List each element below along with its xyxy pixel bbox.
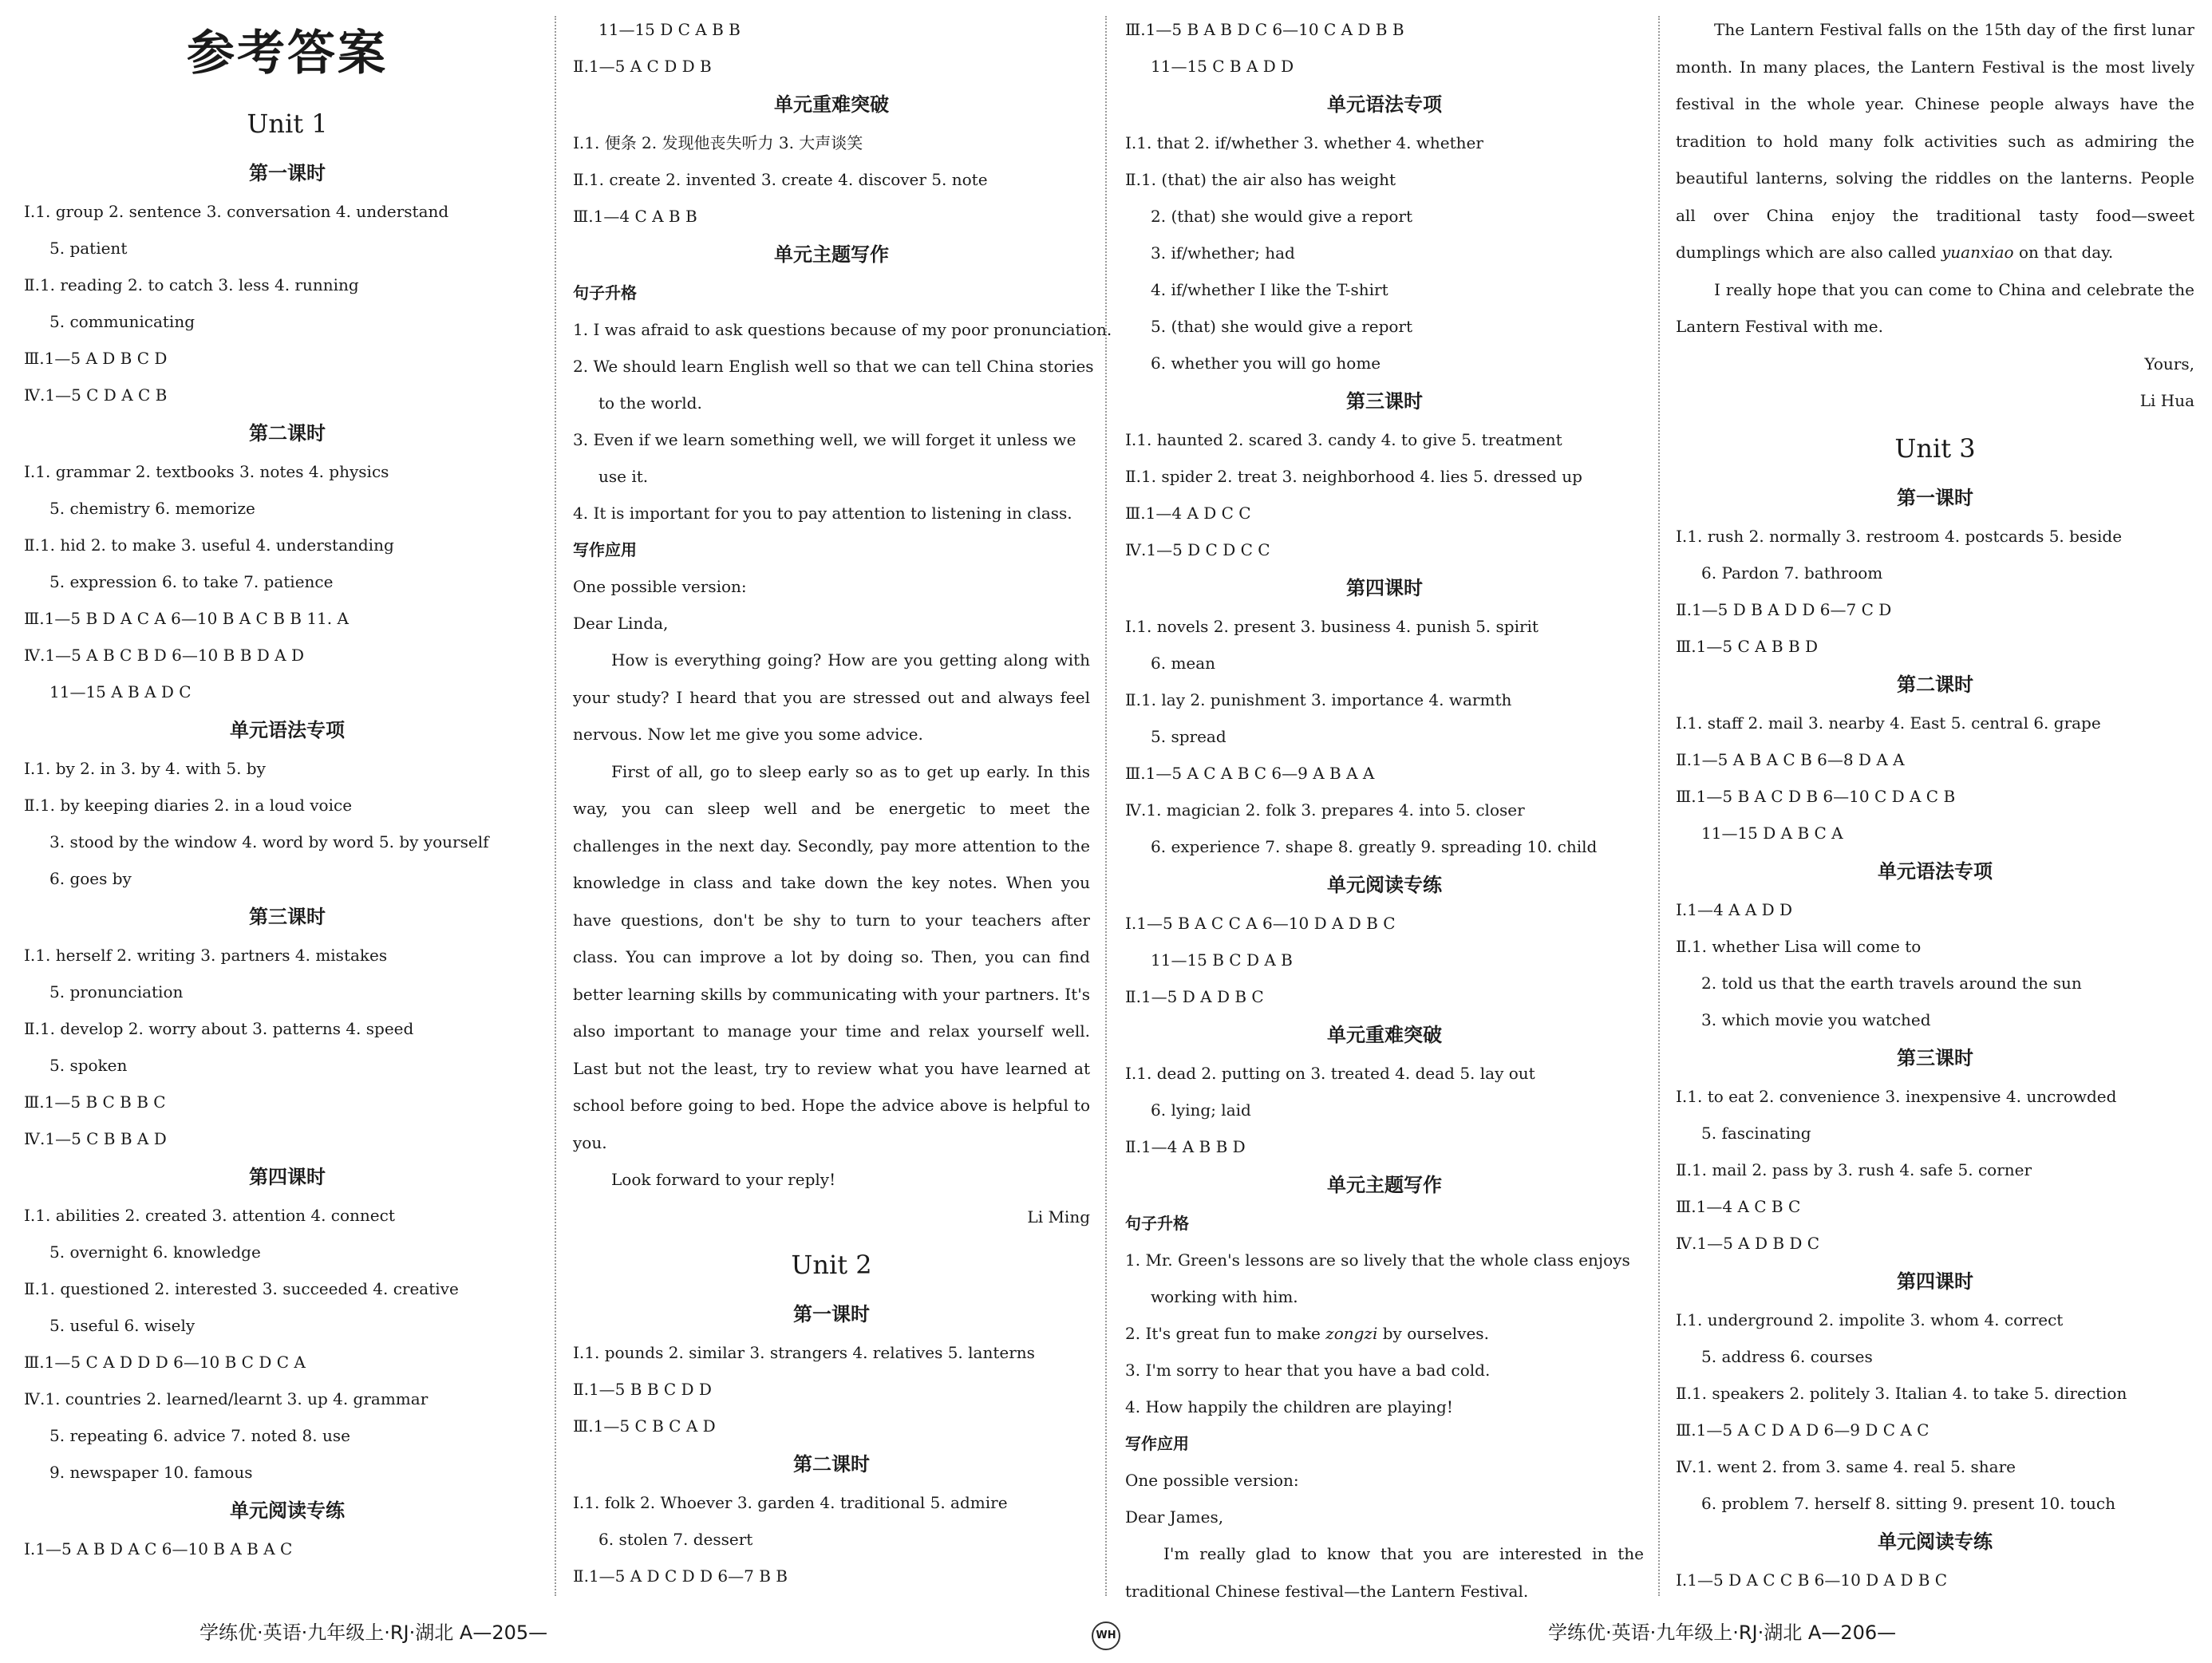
answer-line: Ⅳ.1—5 D C D C C	[1125, 540, 1270, 559]
answer-line: 5. chemistry 6. memorize	[49, 499, 255, 518]
footer-left: 学练优·英语·九年级上·RJ·湖北 A—205—	[199, 1622, 548, 1644]
answer-line: Ⅰ.1. to eat 2. convenience 3. inexpensive 4. uncrowded	[1676, 1086, 2117, 1106]
answer-line: Ⅲ.1—5 B A C D B 6—10 C D A C B	[1676, 786, 1956, 806]
section-title: 第二课时	[1897, 673, 1973, 696]
publisher-logo-icon: WH	[1092, 1622, 1120, 1650]
unit-2-title: Unit 2	[791, 1249, 872, 1280]
section-title: 单元重难突破	[774, 93, 889, 116]
answer-line: 6. lying; laid	[1151, 1100, 1251, 1120]
letter-intro: One possible version:	[1125, 1471, 1299, 1490]
answer-line: Ⅰ.1—5 A B D A C 6—10 B A B A C	[24, 1539, 293, 1558]
section-title: 第一课时	[249, 162, 326, 184]
answer-line: Ⅱ.1. hid 2. to make 3. useful 4. understanding	[24, 535, 394, 555]
answer-line: Ⅰ.1. 便条 2. 发现他丧失听力 3. 大声谈笑	[573, 133, 863, 152]
answer-line: Ⅰ.1. folk 2. Whoever 3. garden 4. traditional 5. admire	[573, 1492, 1008, 1512]
section-title: 单元阅读专练	[1327, 874, 1442, 896]
footer-right: 学练优·英语·九年级上·RJ·湖北 A—206—	[1548, 1622, 1897, 1644]
answer-line: Ⅳ.1—5 C B B A D	[24, 1129, 167, 1148]
answer-line: Ⅳ.1—5 A B C B D 6—10 B B D A D	[24, 646, 304, 665]
answer-line: Ⅰ.1. grammar 2. textbooks 3. notes 4. physics	[24, 462, 389, 481]
answer-line: Ⅳ.1. countries 2. learned/learnt 3. up 4. grammar	[24, 1389, 429, 1408]
answer-line: Ⅱ.1. speakers 2. politely 3. Italian 4. to take 5. direction	[1676, 1383, 2127, 1403]
answer-line: Ⅱ.1. lay 2. punishment 3. importance 4. warmth	[1125, 690, 1512, 709]
answer-line: Ⅲ.1—5 C A B B D	[1676, 636, 1819, 656]
answer-line: Ⅱ.1—5 A B A C B 6—8 D A A	[1676, 749, 1905, 769]
answer-line: 5. patient	[49, 239, 128, 258]
section-title: 单元重难突破	[1327, 1024, 1442, 1046]
answer-line: Ⅲ.1—4 A C B C	[1676, 1196, 1801, 1216]
answer-line: Ⅲ.1—5 A D B C D	[24, 349, 168, 368]
letter-signature: Li Ming	[1027, 1207, 1090, 1227]
answer-line: 11—15 A B A D C	[49, 682, 192, 701]
answer-line: 11—15 B C D A B	[1151, 950, 1293, 970]
answer-line: Ⅱ.1. spider 2. treat 3. neighborhood 4. lies 5. dressed up	[1125, 467, 1582, 486]
section-title: 第四课时	[1346, 577, 1423, 599]
letter-paragraph: How is everything going? How are you getting along with your study? I heard that you are stressed out and always feel nervous. Now let me give you some advice.	[573, 650, 1090, 744]
answer-line: Ⅰ.1. by 2. in 3. by 4. with 5. by	[24, 759, 266, 778]
answer-line: Ⅲ.1—5 C A D D D 6—10 B C D C A	[24, 1353, 306, 1372]
answer-line: Ⅱ.1—5 D A D B C	[1125, 987, 1264, 1006]
answer-line: Ⅰ.1—5 D A C C B 6—10 D A D B C	[1676, 1570, 1948, 1590]
section-title: 第四课时	[249, 1166, 326, 1188]
answer-line: 3. stood by the window 4. word by word 5. by yourself	[49, 832, 489, 851]
answer-line: Ⅲ.1—5 B D A C A 6—10 B A C B B 11. A	[24, 609, 349, 628]
unit-3-title: Unit 3	[1894, 433, 1976, 464]
answer-line: Ⅲ.1—5 C B C A D	[573, 1416, 716, 1436]
subsection-title: 句子升格	[573, 283, 637, 302]
answer-line: 6. problem 7. herself 8. sitting 9. present 10. touch	[1701, 1493, 2116, 1513]
subsection-title: 句子升格	[1125, 1214, 1189, 1233]
answer-line: 5. (that) she would give a report	[1151, 317, 1413, 336]
answer-line: Ⅰ.1. haunted 2. scared 3. candy 4. to give 5. treatment	[1125, 430, 1562, 449]
answer-line: Ⅳ.1. magician 2. folk 3. prepares 4. into 5. closer	[1125, 800, 1525, 820]
letter-paragraph: The Lantern Festival falls on the 15th day of the first lunar month. In many places, the Lantern Festival is the most lively festival in the whole year. Chinese people always have the tradition to hold many folk activities such as admiring the beautiful lanterns, solving the riddles on the lanterns. People all over China enjoy the traditional tasty food—sweet dumplings which are also called yuanxiao on that day.	[1676, 20, 2194, 262]
answer-line: Ⅱ.1. reading 2. to catch 3. less 4. running	[24, 275, 359, 294]
section-title: 第四课时	[1897, 1270, 1973, 1293]
unit-1-title: Unit 1	[247, 109, 328, 139]
answer-line: Ⅱ.1—5 B B C D D	[573, 1379, 712, 1399]
answer-line: 5. expression 6. to take 7. patience	[49, 572, 334, 591]
sentence-line: 1. I was afraid to ask questions because of my poor pronunciation.	[573, 320, 1112, 339]
answer-line: Ⅰ.1. underground 2. impolite 3. whom 4. correct	[1676, 1309, 2064, 1329]
letter-greeting: Dear James,	[1125, 1507, 1224, 1527]
section-title: 第二课时	[793, 1452, 870, 1475]
column-divider	[1105, 16, 1107, 1596]
answer-line: Ⅳ.1—5 C D A C B	[24, 385, 168, 405]
answer-line: 5. overnight 6. knowledge	[49, 1242, 261, 1262]
section-title: 第三课时	[1346, 390, 1423, 413]
answer-line: Ⅰ.1. rush 2. normally 3. restroom 4. postcards 5. beside	[1676, 526, 2123, 546]
answer-line: 9. newspaper 10. famous	[49, 1463, 253, 1482]
answer-line: Ⅲ.1—4 C A B B	[573, 207, 697, 226]
letter-greeting: Dear Linda,	[573, 614, 669, 633]
answer-line: Ⅰ.1. herself 2. writing 3. partners 4. mistakes	[24, 946, 388, 965]
section-title: 第一课时	[1897, 486, 1973, 509]
answer-line: 5. repeating 6. advice 7. noted 8. use	[49, 1426, 350, 1445]
answer-line: Ⅱ.1. develop 2. worry about 3. patterns 4. speed	[24, 1019, 414, 1038]
answer-line: 5. useful 6. wisely	[49, 1316, 196, 1335]
section-title: 单元主题写作	[1327, 1174, 1442, 1196]
answer-line: Ⅱ.1. by keeping diaries 2. in a loud voice	[24, 796, 353, 815]
answer-line: Ⅱ.1. whether Lisa will come to	[1676, 936, 1922, 956]
answer-line: Ⅰ.1. staff 2. mail 3. nearby 4. East 5. central 6. grape	[1676, 713, 2101, 733]
column-4	[1676, 11, 2194, 1598]
answer-line: 6. goes by	[49, 869, 132, 888]
sentence-line: use it.	[598, 467, 649, 486]
section-title: 第一课时	[793, 1302, 870, 1325]
page-title: 参考答案	[187, 26, 388, 81]
column-3	[1125, 11, 1644, 1610]
letter-paragraph: I really hope that you can come to China and celebrate the Lantern Festival with me.	[1676, 279, 2194, 336]
letter-closing: Yours,	[2144, 354, 2194, 373]
answer-line: Ⅲ.1—5 A C D A D 6—9 D C A C	[1676, 1420, 1930, 1440]
answer-line: Ⅱ.1. mail 2. pass by 3. rush 4. safe 5. corner	[1676, 1159, 2032, 1179]
column-1	[24, 11, 551, 1567]
answer-line: 4. if/whether I like the T-shirt	[1151, 280, 1388, 299]
sentence-line: 2. It's great fun to make zongzi by ourselves.	[1125, 1324, 1489, 1343]
column-divider	[555, 16, 556, 1596]
section-title: 单元阅读专练	[230, 1499, 345, 1522]
answer-line: Ⅰ.1. group 2. sentence 3. conversation 4. understand	[24, 202, 449, 221]
sentence-line: to the world.	[598, 393, 702, 413]
letter-intro: One possible version:	[573, 577, 747, 596]
letter-paragraph: Look forward to your reply!	[611, 1170, 836, 1189]
answer-line: 3. which movie you watched	[1701, 1009, 1931, 1029]
answer-line: Ⅳ.1—5 A D B D C	[1676, 1233, 1820, 1253]
answer-line: Ⅰ.1. dead 2. putting on 3. treated 4. dead 5. lay out	[1125, 1064, 1535, 1083]
answer-line: Ⅱ.1—4 A B B D	[1125, 1137, 1246, 1156]
answer-line: Ⅰ.1—4 A A D D	[1676, 899, 1793, 919]
answer-line: 6. whether you will go home	[1151, 354, 1381, 373]
sentence-line: 4. How happily the children are playing!	[1125, 1397, 1453, 1416]
section-title: 单元语法专项	[230, 719, 345, 741]
sentence-line: 3. I'm sorry to hear that you have a bad cold.	[1125, 1361, 1491, 1380]
letter-signature: Li Hua	[2139, 390, 2194, 410]
section-title: 单元主题写作	[774, 243, 889, 266]
letter-paragraph: I'm really glad to know that you are interested in the traditional Chinese festival—the Lantern Festival.	[1125, 1544, 1644, 1601]
section-title: 单元语法专项	[1878, 859, 1993, 883]
answer-line: Ⅱ.1. create 2. invented 3. create 4. discover 5. note	[573, 170, 988, 189]
answer-line: Ⅰ.1. pounds 2. similar 3. strangers 4. relatives 5. lanterns	[573, 1342, 1035, 1362]
answer-line: Ⅲ.1—5 B C B B C	[24, 1092, 166, 1112]
sentence-line: working with him.	[1151, 1287, 1298, 1306]
answer-line: Ⅰ.1—5 B A C C A 6—10 D A D B C	[1125, 914, 1396, 933]
answer-line: 6. experience 7. shape 8. greatly 9. spreading 10. child	[1151, 837, 1598, 856]
answer-line: 11—15 D C A B B	[598, 20, 741, 39]
sentence-line: 4. It is important for you to pay attention to listening in class.	[573, 504, 1072, 523]
answer-line: 6. mean	[1151, 654, 1216, 673]
answer-line: Ⅲ.1—4 A D C C	[1125, 504, 1251, 523]
answer-line: Ⅰ.1. abilities 2. created 3. attention 4. connect	[24, 1206, 395, 1225]
answer-line: Ⅲ.1—5 B A B D C 6—10 C A D B B	[1125, 20, 1404, 39]
answer-line: Ⅲ.1—5 A C A B C 6—9 A B A A	[1125, 764, 1375, 783]
answer-line: Ⅱ.1. (that) the air also has weight	[1125, 170, 1396, 189]
letter-paragraph: First of all, go to sleep early so as to get up early. In this way, you can sleep well and be energetic to meet the challenges in the next day. Secondly, pay more attention to the knowledge in class and take down the key notes. When you have questions, don't be shy to turn to your teachers after class. You can improve a lot by doing so. Then, you can find better learning skills by communicating with your partners. It's also important to manage your time and relax yourself well. Last but not the least, try to review what you have learned at school before going to bed. Hope the advice above is helpful to you.	[573, 761, 1090, 1152]
answer-line: 6. stolen 7. dessert	[598, 1529, 753, 1549]
section-title: 单元语法专项	[1327, 93, 1442, 116]
answer-line: 2. (that) she would give a report	[1151, 207, 1413, 226]
section-title: 第二课时	[249, 422, 326, 444]
answer-line: Ⅱ.1—5 D B A D D 6—7 C D	[1676, 599, 1892, 619]
answer-line: 3. if/whether; had	[1151, 243, 1295, 263]
answer-line: 5. address 6. courses	[1701, 1346, 1873, 1366]
answer-line: 5. spoken	[49, 1056, 128, 1075]
answer-line: 5. fascinating	[1701, 1123, 1811, 1143]
subsection-title: 写作应用	[573, 540, 637, 559]
answer-line: Ⅱ.1. questioned 2. interested 3. succeeded 4. creative	[24, 1279, 459, 1298]
sentence-line: 1. Mr. Green's lessons are so lively that the whole class enjoys	[1125, 1250, 1630, 1270]
section-title: 单元阅读专练	[1878, 1530, 1993, 1553]
section-title: 第三课时	[249, 906, 326, 928]
answer-line: 5. pronunciation	[49, 982, 184, 1001]
answer-line: 11—15 D A B C A	[1701, 823, 1843, 843]
sentence-line: 3. Even if we learn something well, we will forget it unless we	[573, 430, 1076, 449]
subsection-title: 写作应用	[1125, 1434, 1189, 1453]
sentence-line: 2. We should learn English well so that we can tell China stories	[573, 357, 1094, 376]
answer-line: Ⅰ.1. that 2. if/whether 3. whether 4. whether	[1125, 133, 1483, 152]
answer-line: Ⅱ.1—5 A D C D D 6—7 B B	[573, 1566, 788, 1586]
answer-line: Ⅳ.1. went 2. from 3. same 4. real 5. share	[1676, 1456, 2016, 1476]
answer-line: 2. told us that the earth travels around the sun	[1701, 973, 2082, 993]
answer-line: 5. spread	[1151, 727, 1226, 746]
answer-line: Ⅰ.1. novels 2. present 3. business 4. punish 5. spirit	[1125, 617, 1539, 636]
answer-line: 11—15 C B A D D	[1151, 57, 1294, 76]
section-title: 第三课时	[1897, 1046, 1973, 1069]
column-2	[573, 11, 1112, 1594]
answer-line: 5. communicating	[49, 312, 196, 331]
answer-line: Ⅱ.1—5 A C D D B	[573, 57, 712, 76]
column-divider	[1658, 16, 1660, 1596]
answer-line: 6. Pardon 7. bathroom	[1701, 563, 1883, 583]
